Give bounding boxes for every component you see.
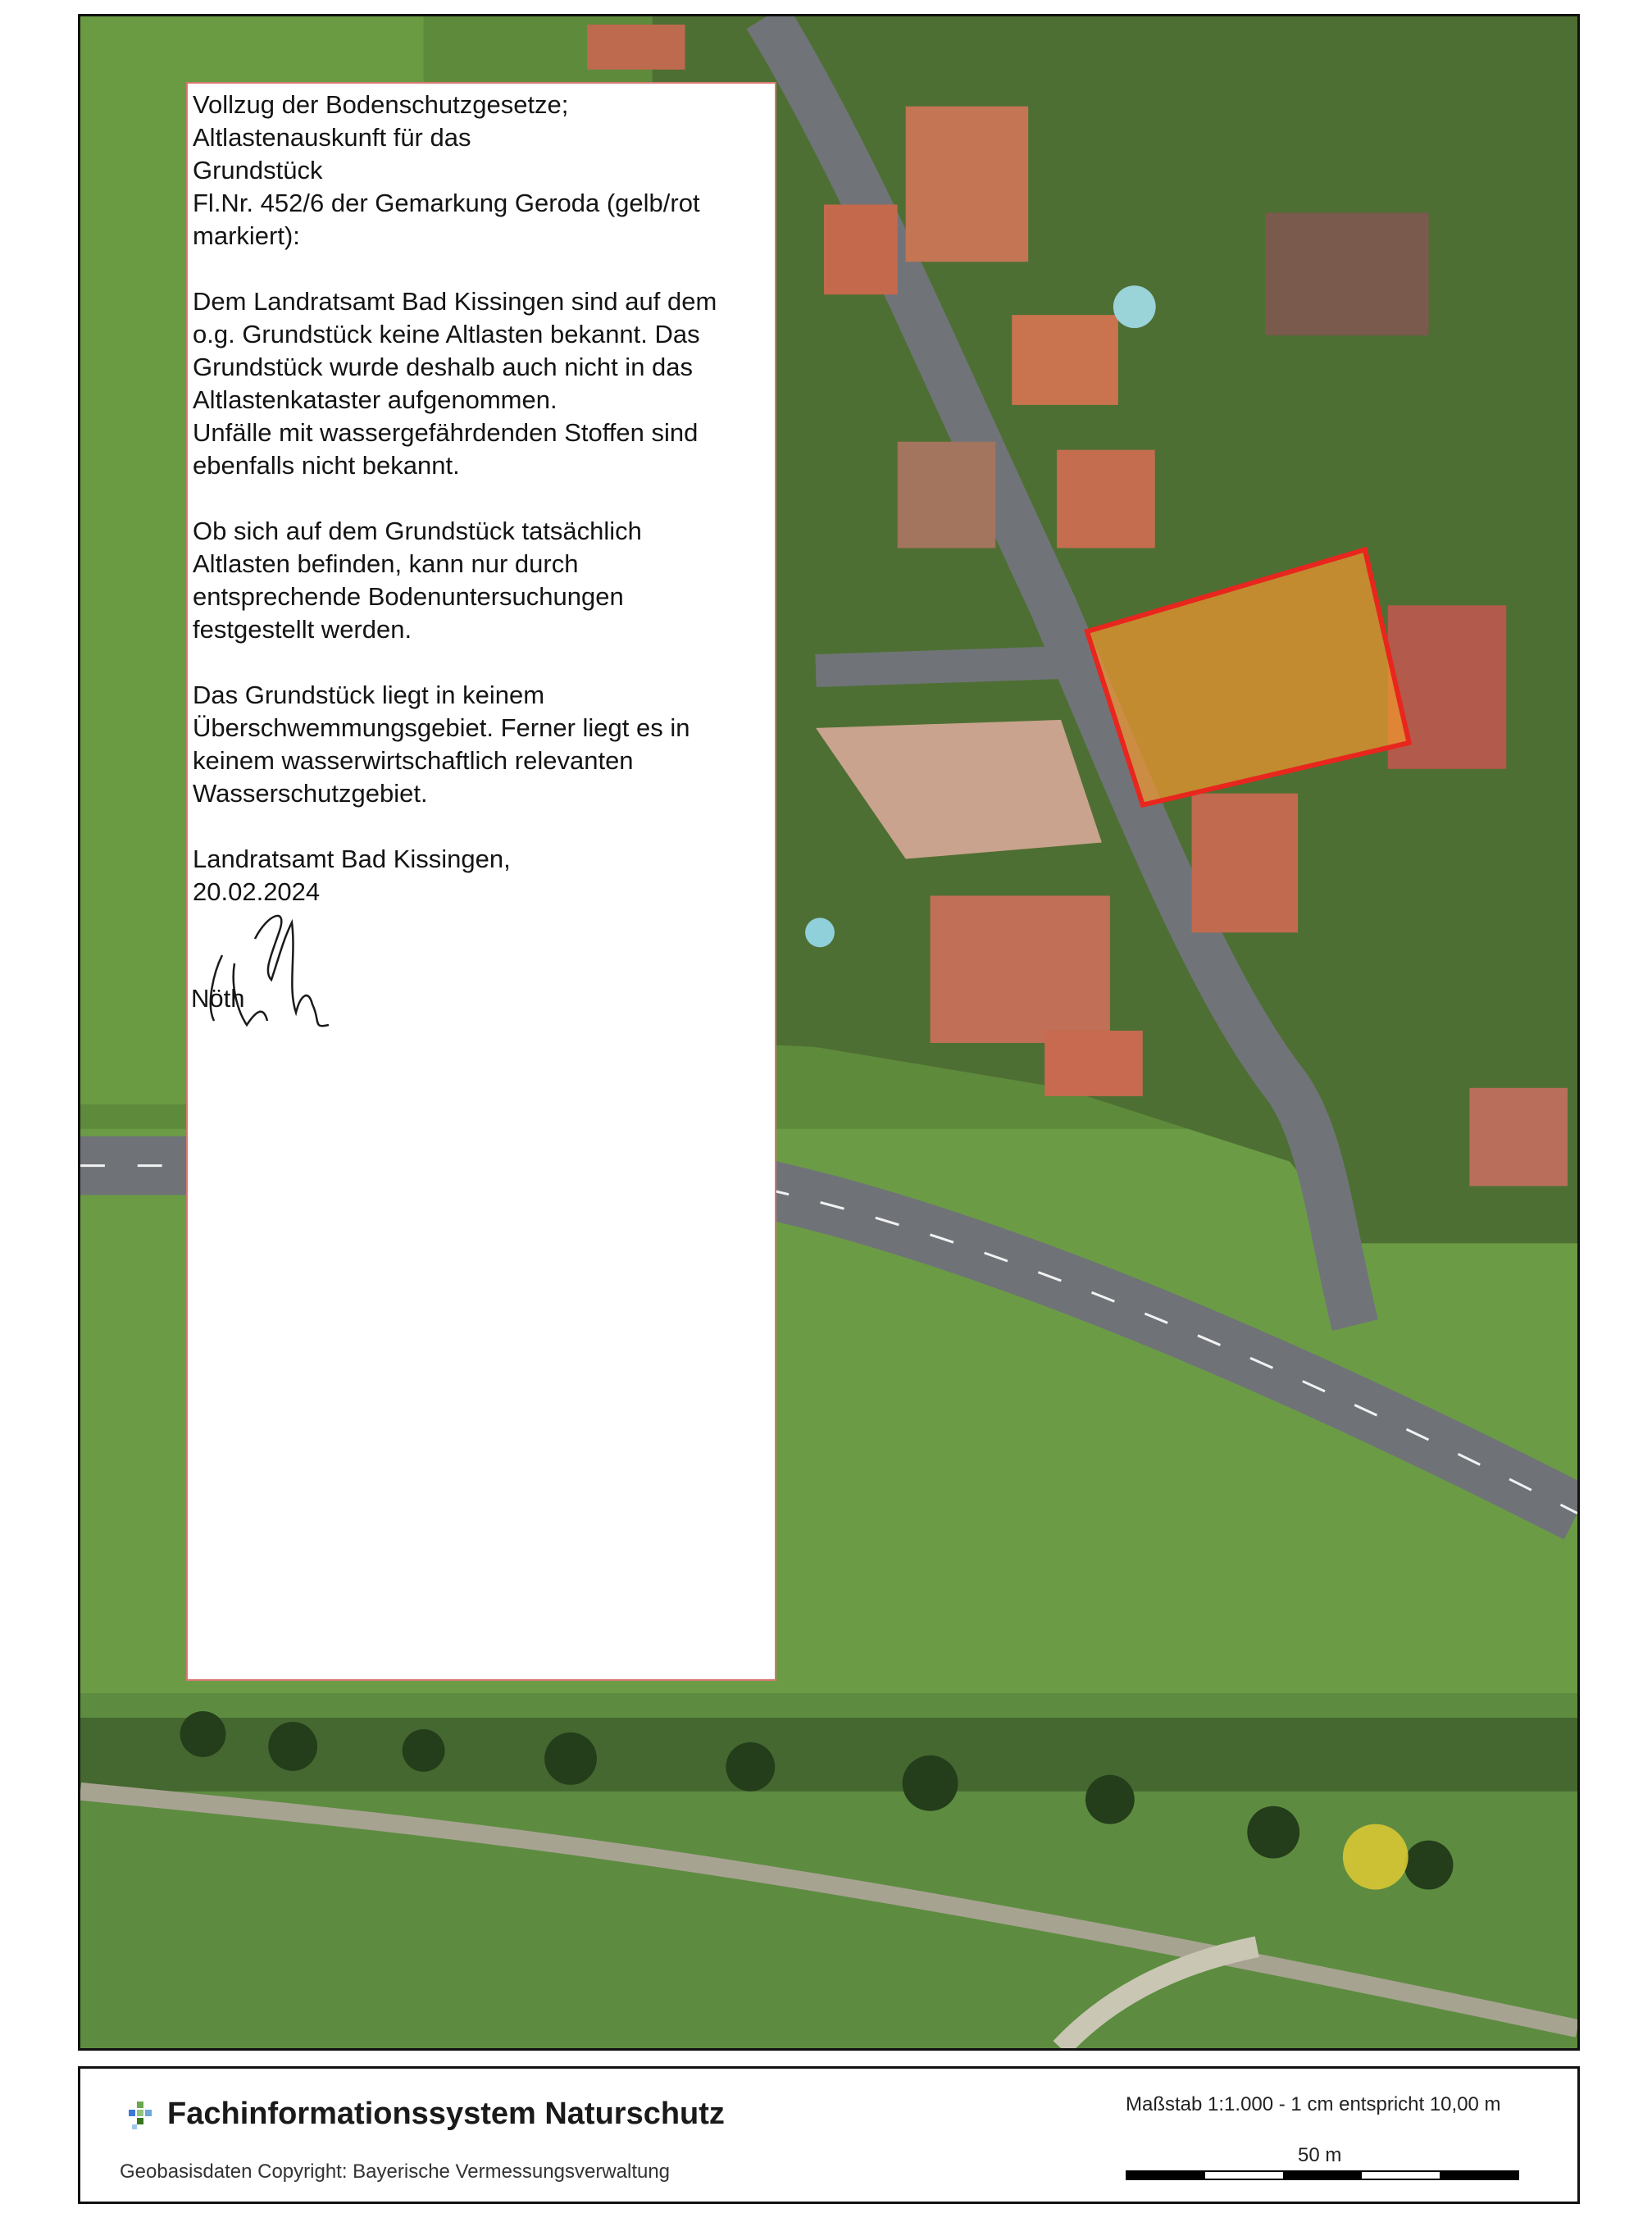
house [1012, 315, 1118, 405]
scalebar-label: 50 m [1298, 2144, 1342, 2166]
house [1265, 212, 1428, 335]
tree [903, 1755, 958, 1811]
house [824, 204, 898, 294]
footer-copyright: Geobasisdaten Copyright: Bayerische Vermessungsverwaltung [120, 2161, 671, 2183]
pool [1113, 285, 1156, 328]
house [931, 895, 1110, 1043]
notice-heading: Vollzug der Bodenschutzgesetze; Altlastenauskunft für das Grundstück Fl.Nr. 452/6 der Gemarkung Geroda (gelb/rot markiert): [193, 90, 700, 250]
date: 20.02.2024 [193, 877, 321, 906]
tree [544, 1733, 597, 1785]
scalebar-segment [1205, 2172, 1283, 2179]
house [1469, 1088, 1568, 1186]
house [1044, 1031, 1143, 1096]
scalebar-segment [1440, 2172, 1518, 2179]
footer [78, 2066, 1580, 2204]
pool [805, 918, 835, 947]
scalebar-segment [1362, 2172, 1440, 2179]
notice-paragraph-2: Ob sich auf dem Grundstück tatsächlich Altlasten befinden, kann nur durch entsprechende Bodenuntersuchungen festgestellt werden. [193, 517, 642, 644]
tree [1085, 1775, 1135, 1824]
fisnat-logo-icon [125, 2098, 155, 2131]
notice-paragraph-1: Dem Landratsamt Bad Kissingen sind auf dem o.g. Grundstück keine Altlasten bekannt. Das Grundstück wurde deshalb auch nicht in das Altlastenkataster aufgenommen. Unfälle mit wassergefährdenden Stoffen sind ebenfalls nicht bekannt. [193, 287, 717, 480]
notice-box [186, 82, 776, 1681]
tree [268, 1722, 317, 1771]
scalebar-segment [1127, 2172, 1205, 2179]
house [906, 107, 1029, 262]
signer-name: Nöth [191, 984, 245, 1013]
tree [1247, 1806, 1299, 1859]
tree [403, 1729, 445, 1772]
house [1192, 794, 1299, 933]
footer-title: Fachinformationssystem Naturschutz [167, 2097, 725, 2131]
tree [1404, 1841, 1454, 1890]
scalebar [1126, 2170, 1519, 2180]
authority: Landratsamt Bad Kissingen, [193, 845, 511, 873]
yellow-tree [1343, 1824, 1409, 1890]
side-street [816, 663, 1061, 671]
notice-paragraph-3: Das Grundstück liegt in keinem Überschwemmungsgebiet. Ferner liegt es in keinem wasserwirtschaftlich relevanten Wasserschutzgebiet. [193, 681, 690, 808]
house [1057, 450, 1155, 549]
scalebar-segment [1283, 2172, 1361, 2179]
scale-text: Maßstab 1:1.000 - 1 cm entspricht 10,00 m [1126, 2093, 1501, 2115]
house [587, 25, 685, 70]
tree [180, 1711, 226, 1757]
tree [726, 1742, 775, 1792]
house [898, 442, 996, 549]
